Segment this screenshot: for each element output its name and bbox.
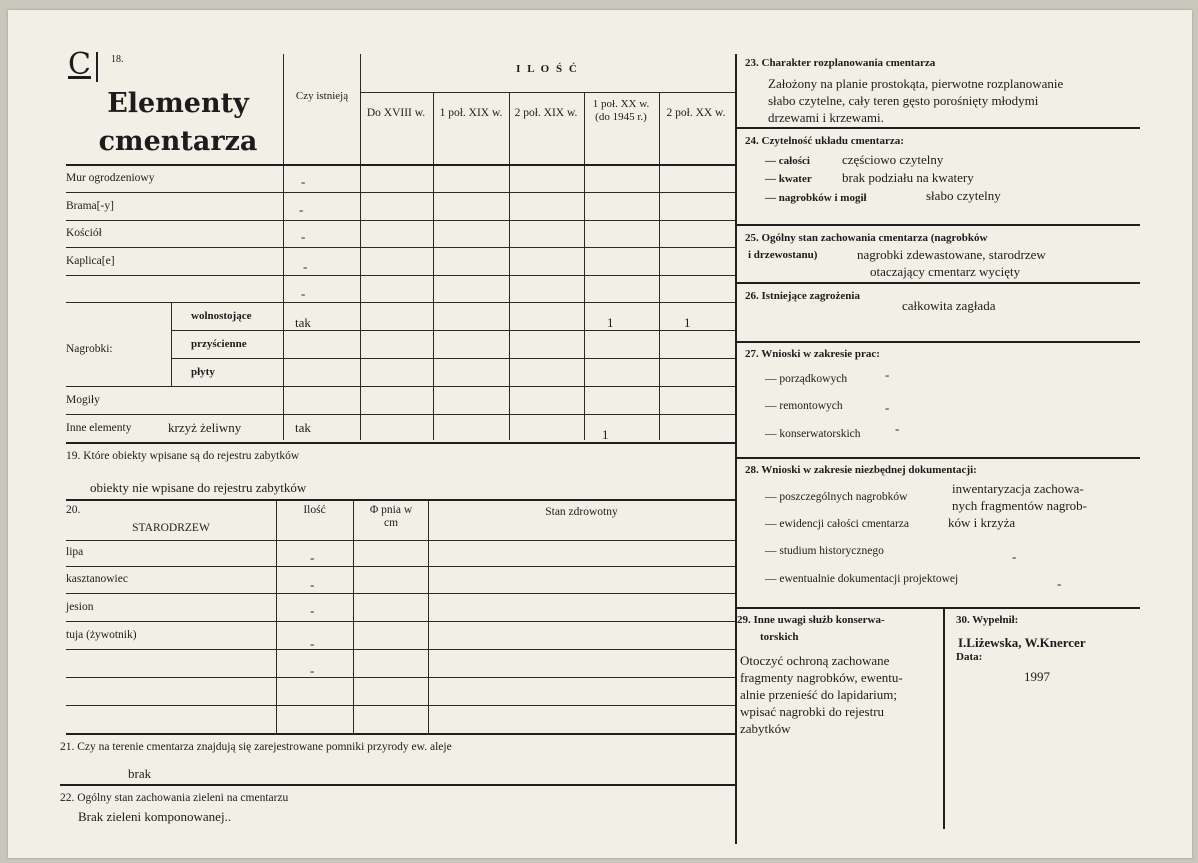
tree-name: tuja (żywotnik) [66,629,137,641]
tree-count: - [310,636,315,651]
row-line [66,302,735,303]
nagrobki-type: wolnostojące [191,310,252,322]
element-exists: - [301,174,306,189]
tree-count: - [310,603,315,618]
row-line [360,92,735,93]
s29-line: fragmenty nagrobków, ewentu- [740,670,903,685]
inne-exists: tak [295,420,311,435]
s27-item-value: - [885,367,890,382]
row-line [66,414,735,415]
row-line [66,566,735,567]
col-line [171,302,172,386]
s25-title: 25. Ogólny stan zachowania cmentarza (nagrobków [745,232,988,244]
s29-line: alnie przenieść do lapidarium; [740,687,898,702]
section-letter: C [68,47,91,82]
inne-count: 1 [602,427,609,442]
s25-value2: otaczający cmentarz wycięty [870,264,1021,279]
s19-answer: obiekty nie wpisane do rejestru zabytków [90,480,307,495]
s24-title: 24. Czytelność układu cmentarza: [745,135,904,147]
row-line [735,607,1140,609]
s20-count-header: Ilość [303,504,326,516]
s24-item-value: częściowo czytelny [842,152,944,167]
period-header: Do XVIII w. [366,107,426,119]
s23-line: drzewami i krzewami. [768,110,884,125]
row-line [66,733,735,735]
row-line [60,784,735,786]
row-line [66,540,735,541]
main-divider [735,54,737,844]
row-line [66,499,735,501]
s24-item-value: słabo czytelny [926,188,1001,203]
row-line [66,220,735,221]
inne-value: krzyż żeliwny [168,420,242,435]
s22-question: 22. Ogólny stan zachowania zieleni na cmentarzu [60,792,289,804]
s29-title2: torskich [760,631,799,643]
row-line [66,386,735,387]
s28-item-value: - [1057,576,1062,591]
s23-line: słabo czytelne, cały teren gęsto porośnięty młodymi [768,93,1039,108]
letter-bar [96,52,98,82]
s28-item-value: ków i krzyża [948,515,1016,530]
s27-item-label: — porządkowych [765,373,848,385]
inventory-card [8,10,1192,858]
row-line [66,621,735,622]
row-line [735,457,1140,459]
s24-item-value: brak podziału na kwatery [842,170,974,185]
element-exists: - [303,259,308,274]
s21-question: 21. Czy na terenie cmentarza znajdują się zarejestrowane pomniki przyrody ew. aleje [60,741,452,753]
period-header: 2 poł. XIX w. [514,107,578,119]
row-line [735,127,1140,129]
s29-line: Otoczyć ochroną zachowane [740,653,890,668]
s27-item-value: - [895,421,900,436]
s30-value: I.Liżewska, W.Knercer [958,635,1086,650]
page-title-line2: cmentarza [98,126,258,157]
row-line [66,705,735,706]
col-line [433,92,434,440]
col-line [584,92,585,440]
page-title: Elementy [107,88,249,119]
s21-answer: brak [128,766,152,781]
section-number: 18. [111,54,124,65]
s26-value: całkowita zagłada [902,298,996,313]
col-line [353,499,354,733]
s20-diameter-header: Φ pnia w cm [369,504,413,530]
row-line [66,247,735,248]
period-header: 2 poł. XX w. [666,107,726,119]
row-line [66,677,735,678]
row-line [66,192,735,193]
nagrobki-exists: tak [295,315,311,330]
s28-item-label: — studium historycznego [765,545,884,557]
exists-header: Czy istnieją [295,90,349,102]
s28-item-value: - [1012,549,1017,564]
s23-line: Założony na planie prostokąta, pierwotne rozplanowanie [768,76,1064,91]
row-line [735,282,1140,284]
s20-title: STARODRZEW [132,522,210,534]
period-header: 1 poł. XX w. (do 1945 r.) [592,98,650,123]
row-line [171,358,735,359]
row-line [66,649,735,650]
s27-item-label: — konserwatorskich [765,428,861,440]
s28-item-label: — poszczególnych nagrobków [765,491,908,503]
s20-number: 20. [66,504,81,516]
row-line [66,593,735,594]
s24-item-label: — kwater [765,173,812,185]
element-exists: - [301,286,306,301]
s24-item-label: — całości [765,155,810,167]
nagrobki-type: przyścienne [191,338,247,350]
s19-question: 19. Które obiekty wpisane są do rejestru zabytków [66,450,300,462]
element-label: Kościół [66,227,102,239]
nagrobki-type: płyty [191,366,215,378]
col-line [276,499,277,733]
row-line [735,224,1140,226]
inne-label: Inne elementy [66,422,132,434]
nagrobki-count: 1 [684,315,691,330]
s25-value: nagrobki zdewastowane, starodrzew [857,247,1046,262]
s27-title: 27. Wnioski w zakresie prac: [745,348,880,360]
ilosc-header: I L O Ś Ć [516,63,579,75]
s28-item-label: — ewidencji całości cmentarza [765,518,909,530]
s27-item-label: — remontowych [765,400,843,412]
s30-date-label: Data: [956,651,983,663]
s30-title: 30. Wypełnił: [956,614,1019,626]
row-line [66,275,735,276]
tree-name: jesion [66,601,94,613]
tree-count: - [310,550,315,565]
nagrobki-label: Nagrobki: [66,343,113,355]
row-line [66,164,735,166]
s22-answer: Brak zieleni komponowanej.. [78,809,232,824]
mogily-label: Mogiły [66,394,100,406]
tree-count: - [310,663,315,678]
col-line [428,499,429,733]
element-label: Brama[-y] [66,200,114,212]
element-exists: - [301,229,306,244]
s20-health-header: Stan zdrowotny [545,506,618,518]
tree-name: lipa [66,546,84,558]
s29-line: zabytków [740,721,791,736]
s28-item-value-line2: nych fragmentów nagrob- [952,498,1088,513]
s28-item-value: inwentaryzacja zachowa- [952,481,1084,496]
tree-name: kasztanowiec [66,573,128,585]
s23-title: 23. Charakter rozplanowania cmentarza [745,57,936,69]
s30-date: 1997 [1024,669,1050,684]
period-header: 1 poł. XIX w. [439,107,503,119]
row-line [66,442,735,444]
s29-title: 29. Inne uwagi służb konserwa- [737,614,885,626]
s24-item-label: — nagrobków i mogił [765,192,867,204]
element-label: Kaplica[e] [66,255,115,267]
row-line [735,341,1140,343]
s26-title: 26. Istniejące zagrożenia [745,290,860,302]
nagrobki-count: 1 [607,315,614,330]
s27-item-value: - [885,400,890,415]
element-exists: - [299,202,304,217]
s28-title: 28. Wnioski w zakresie niezbędnej dokumentacji: [745,464,977,476]
col-line [509,92,510,440]
s28-item-label: — ewentualnie dokumentacji projektowej [765,573,959,585]
col-line [659,92,660,440]
element-label: Mur ogrodzeniowy [66,172,155,184]
tree-count: - [310,577,315,592]
col-line [943,607,945,829]
s25-title2: i drzewostanu) [748,249,818,261]
s29-line: wpisać nagrobki do rejestru [740,704,885,719]
row-line [171,330,735,331]
